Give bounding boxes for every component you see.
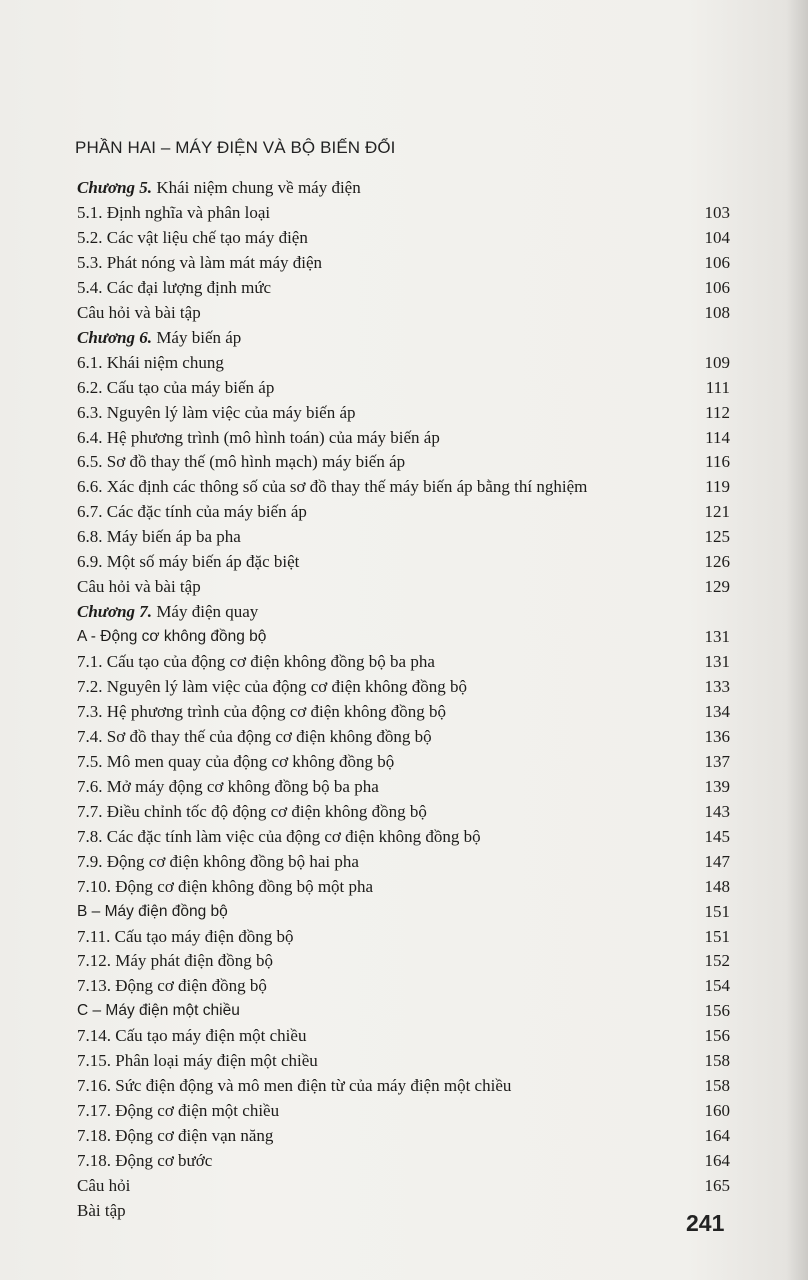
entry-title: 7.15. Phân loại máy điện một chiều <box>77 1051 318 1071</box>
entry-title: 7.18. Động cơ bước <box>77 1151 213 1171</box>
entry-title: 7.2. Nguyên lý làm việc của động cơ điện không đồng bộ <box>77 677 467 696</box>
entry-title: 7.18. Động cơ điện vạn năng <box>77 1126 274 1146</box>
toc-entry <box>0 775 730 799</box>
entry-page-number: 154 <box>704 976 730 996</box>
toc-entry <box>0 351 730 375</box>
entry-page-number: 156 <box>704 1026 730 1046</box>
entry-page-number: 165 <box>704 1176 730 1195</box>
entry-page-number: 152 <box>704 951 730 971</box>
toc-entry <box>0 700 730 724</box>
entry-page-number: 145 <box>704 826 730 846</box>
toc-entry <box>0 850 730 874</box>
toc-entry <box>0 550 730 574</box>
entry-title: 7.17. Động cơ điện một chiều <box>77 1101 280 1121</box>
toc-entry <box>0 1149 730 1173</box>
entry-title: 6.2. Cấu tạo của máy biến áp <box>77 377 275 397</box>
entry-page-number: 126 <box>704 552 730 572</box>
chapter-name: Khái niệm chung về máy điện <box>156 178 361 197</box>
chapter-name: Máy điện quay <box>156 602 259 622</box>
chapter-entry <box>0 326 730 350</box>
entry-page-number: 106 <box>704 277 730 297</box>
toc-entry <box>0 575 730 599</box>
toc-entry <box>0 675 730 699</box>
subsection-heading <box>0 900 730 924</box>
toc-entry <box>0 226 730 250</box>
entry-page-number: 156 <box>704 1001 730 1021</box>
toc-entry <box>0 825 730 849</box>
entry-title: C – Máy điện một chiều <box>77 1002 240 1020</box>
entry-page-number: 129 <box>704 577 730 597</box>
entry-title: 5.2. Các vật liệu chế tạo máy điện <box>77 227 308 247</box>
entry-title: 6.5. Sơ đồ thay thế (mô hình mạch) máy biến áp <box>77 452 406 472</box>
toc-entry <box>0 450 730 474</box>
toc-entry <box>0 800 730 824</box>
entry-title: 5.3. Phát nóng và làm mát máy điện <box>77 252 323 272</box>
entry-page-number: 108 <box>704 302 730 322</box>
entry-page-number: 160 <box>704 1101 730 1121</box>
entry-page-number: 116 <box>705 452 730 472</box>
chapter-title <box>77 326 241 350</box>
entry-page-number: 119 <box>705 477 730 497</box>
entry-title: 5.4. Các đại lượng định mức <box>77 277 272 297</box>
toc-entry <box>0 750 730 774</box>
entry-title: 6.1. Khái niệm chung <box>77 352 224 372</box>
toc-entry <box>0 301 730 325</box>
toc-entry <box>0 426 730 450</box>
toc-entry <box>0 401 730 425</box>
subsection-heading <box>0 999 730 1023</box>
chapter-label: Chương 7. <box>77 602 153 622</box>
entry-page-number: 164 <box>704 1126 730 1146</box>
toc-entry <box>0 1074 730 1098</box>
entry-page-number: 147 <box>704 851 730 871</box>
entry-page-number: 133 <box>704 677 730 696</box>
entry-page-number: 125 <box>704 527 730 547</box>
entry-title: Câu hỏi và bài tập <box>77 577 201 597</box>
entry-page-number: 137 <box>704 751 730 771</box>
entry-title: 7.6. Mở máy động cơ không đồng bộ ba pha <box>77 776 379 796</box>
entry-page-number: 109 <box>704 352 730 372</box>
entry-title: 6.9. Một số máy biến áp đặc biệt <box>77 552 300 572</box>
toc-entry <box>0 1049 730 1073</box>
entry-page-number: 134 <box>704 701 730 721</box>
entry-title: 7.3. Hệ phương trình của động cơ điện không đồng bộ <box>77 701 447 721</box>
chapter-title <box>77 176 361 200</box>
toc-entry <box>0 1099 730 1123</box>
entry-title: 7.11. Cấu tạo máy điện đồng bộ <box>77 926 294 946</box>
toc-entry <box>0 276 730 300</box>
toc-entry <box>0 875 730 899</box>
entry-title: A - Động cơ không đồng bộ <box>77 628 267 646</box>
chapter-entry <box>0 600 730 624</box>
entry-title: 7.8. Các đặc tính làm việc của động cơ điện không đồng bộ <box>77 826 481 846</box>
page-number: 241 <box>686 1210 725 1236</box>
entry-title: Bài tập <box>77 1200 126 1220</box>
entry-page-number: 111 <box>705 377 730 397</box>
toc-entry <box>0 1199 730 1223</box>
entry-page-number: 104 <box>704 227 730 247</box>
entry-title: 7.7. Điều chỉnh tốc độ động cơ điện không đồng bộ <box>77 801 427 821</box>
toc-entry <box>0 1124 730 1148</box>
entry-page-number: 151 <box>704 901 730 921</box>
entry-page-number: 103 <box>704 202 730 222</box>
toc-entry <box>0 475 730 499</box>
entry-page-number: 106 <box>704 252 730 272</box>
entry-title: 7.16. Sức điện động và mô men điện từ của máy điện một chiều <box>77 1076 512 1096</box>
page-gutter-shadow <box>786 0 808 1280</box>
entry-page-number: 131 <box>704 627 730 647</box>
entry-title: Câu hỏi <box>77 1176 131 1195</box>
entry-title: 7.5. Mô men quay của động cơ không đồng bộ <box>77 751 395 771</box>
chapter-entry <box>0 176 730 200</box>
part-heading: PHẦN HAI – MÁY ĐIỆN VÀ BỘ BIẾN ĐỔI <box>75 138 396 157</box>
entry-page-number: 151 <box>704 926 730 946</box>
entry-page-number: 114 <box>705 427 730 447</box>
toc-entry <box>0 725 730 749</box>
toc-entry <box>0 201 730 225</box>
entry-title: 7.1. Cấu tạo của động cơ điện không đồng bộ ba pha <box>77 652 435 672</box>
entry-title: 7.12. Máy phát điện đồng bộ <box>77 951 273 971</box>
toc-entry <box>0 500 730 524</box>
entry-title: B – Máy điện đồng bộ <box>77 902 228 920</box>
chapter-label: Chương 5. <box>77 178 153 197</box>
entry-title: 7.13. Động cơ điện đồng bộ <box>77 976 267 996</box>
entry-page-number: 139 <box>704 776 730 796</box>
entry-page-number: 148 <box>704 876 730 896</box>
toc-entry <box>0 1024 730 1048</box>
entry-title: 6.4. Hệ phương trình (mô hình toán) của máy biến áp <box>77 427 440 447</box>
entry-title: 5.1. Định nghĩa và phân loại <box>77 202 271 222</box>
entry-page-number: 164 <box>704 1151 730 1171</box>
entry-title: Câu hỏi và bài tập <box>77 302 201 322</box>
entry-title: 7.4. Sơ đồ thay thế của động cơ điện không đồng bộ <box>77 726 432 746</box>
chapter-label: Chương 6. <box>77 327 153 347</box>
toc-entry <box>0 376 730 400</box>
entry-title: 6.7. Các đặc tính của máy biến áp <box>77 502 307 522</box>
toc-entry <box>0 525 730 549</box>
entry-title: 6.8. Máy biến áp ba pha <box>77 527 241 547</box>
entry-page-number: 136 <box>704 726 730 746</box>
entry-page-number: 131 <box>704 652 730 672</box>
entry-title: 7.14. Cấu tạo máy điện một chiều <box>77 1026 307 1046</box>
entry-page-number: 158 <box>704 1076 730 1096</box>
chapter-name: Máy biến áp <box>156 327 242 347</box>
entry-page-number: 143 <box>704 801 730 821</box>
subsection-heading <box>0 625 730 649</box>
entry-title: 6.6. Xác định các thông số của sơ đồ thay thế máy biến áp bằng thí nghiệm <box>77 477 588 497</box>
entry-title: 7.10. Động cơ điện không đồng bộ một pha <box>77 876 374 896</box>
entry-page-number: 158 <box>704 1051 730 1071</box>
toc-entry <box>0 949 730 973</box>
entry-title: 6.3. Nguyên lý làm việc của máy biến áp <box>77 402 356 422</box>
toc-entry <box>0 1174 730 1198</box>
entry-title: 7.9. Động cơ điện không đồng bộ hai pha <box>77 851 359 871</box>
toc-entry <box>0 650 730 674</box>
toc-entry <box>0 925 730 949</box>
entry-page-number: 121 <box>704 502 730 522</box>
chapter-title <box>77 600 258 624</box>
toc-entry <box>0 974 730 998</box>
toc-entry <box>0 251 730 275</box>
entry-page-number: 112 <box>705 402 730 422</box>
